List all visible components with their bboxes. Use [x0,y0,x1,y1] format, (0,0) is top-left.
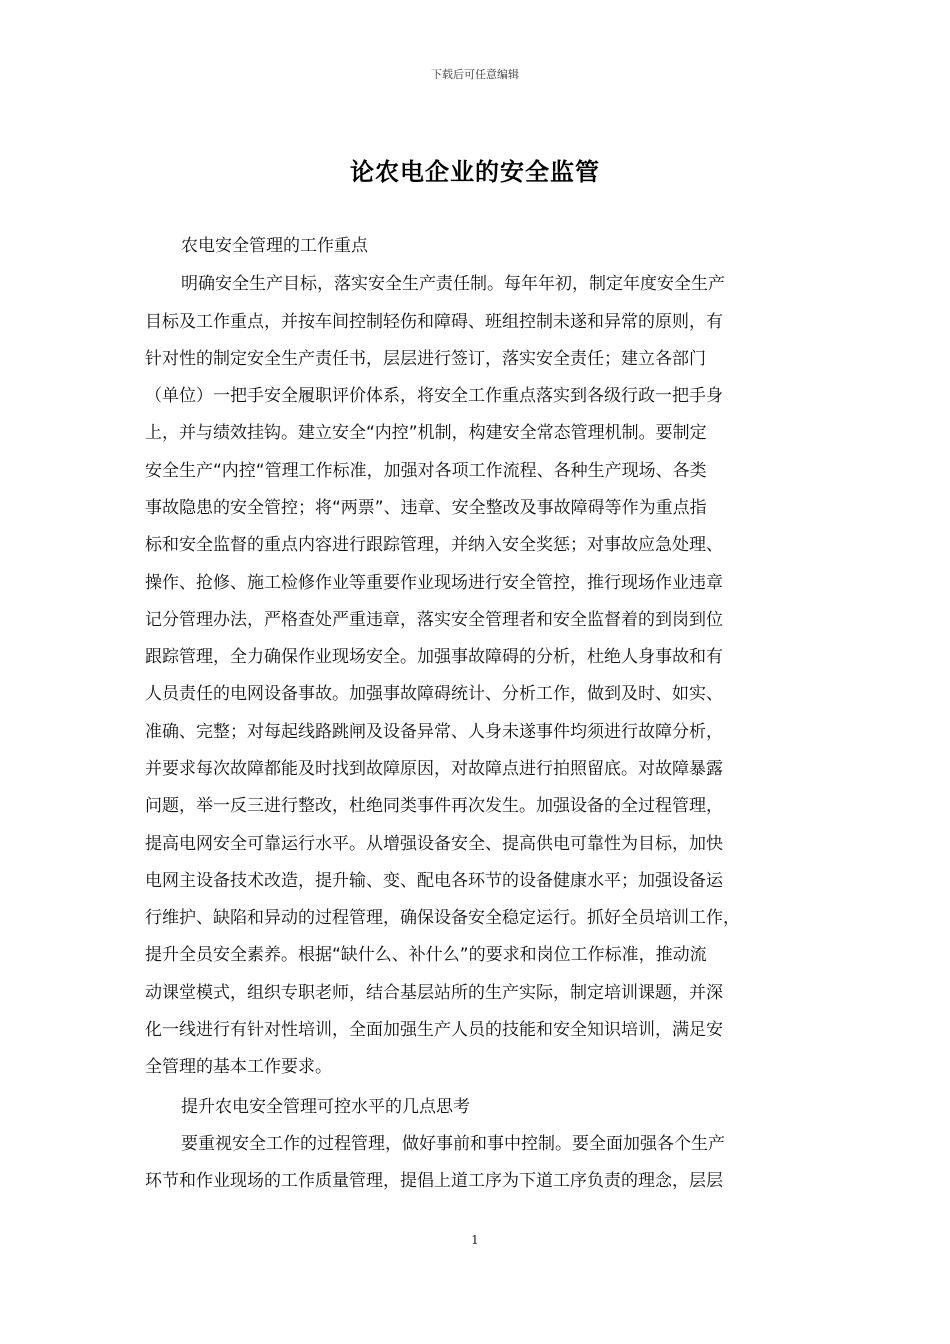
paragraph-line: 并要求每次故障都能及时找到故障原因，对故障点进行拍照留底。对故障暴露 [145,759,723,779]
paragraph-line: 电网主设备技术改造，提升输、变、配电各环节的设备健康水平；加强设备运 [145,871,723,891]
paragraph-line: 环节和作业现场的工作质量管理，提倡上道工序为下道工序负责的理念，层层 [145,1171,723,1191]
section-heading: 提升农电安全管理可控水平的几点思考 [181,1097,470,1117]
paragraph-line: 人员责任的电网设备事故。加强事故障碍统计、分析工作，做到及时、如实、 [145,684,723,704]
paragraph-line: 明确安全生产目标，落实安全生产责任制。每年年初，制定年度安全生产 [181,274,725,294]
paragraph-line: 准确、完整；对每起线路跳闸及设备异常、人身未遂事件均须进行故障分析， [145,722,723,742]
paragraph-line: 要重视安全工作的过程管理，做好事前和事中控制。要全面加强各个生产 [181,1134,725,1154]
paragraph-line: 行维护、缺陷和异动的过程管理，确保设备安全稳定运行。抓好全员培训工作， [145,908,740,928]
paragraph-line: 事故隐患的安全管控；将“两票”、违章、安全整改及事故障碍等作为重点指 [145,498,707,518]
paragraph-line: 动课堂模式，组织专职老师，结合基层站所的生产实际，制定培训课题，并深 [145,983,723,1003]
paragraph-line: 目标及工作重点，并按车间控制轻伤和障碍、班组控制未遂和异常的原则，有 [145,312,723,332]
paragraph-line: 提高电网安全可靠运行水平。从增强设备安全、提高供电可靠性为目标，加快 [145,834,723,854]
paragraph-line: 跟踪管理，全力确保作业现场安全。加强事故障碍的分析，杜绝人身事故和有 [145,647,723,667]
paragraph-line: 安全生产“内控“管理工作标准，加强对各项工作流程、各种生产现场、各类 [145,461,707,481]
document-title: 论农电企业的安全监管 [350,158,600,186]
paragraph-line: （单位）一把手安全履职评价体系，将安全工作重点落实到各级行政一把手身 [145,386,723,406]
paragraph-line: 全管理的基本工作要求。 [145,1057,332,1077]
page-number: 1 [471,1233,479,1247]
paragraph-line: 记分管理办法，严格查处严重违章，落实安全管理者和安全监督着的到岗到位 [145,610,723,630]
paragraph-line: 问题，举一反三进行整改，杜绝同类事件再次发生。加强设备的全过程管理， [145,796,723,816]
paragraph-line: 上，并与绩效挂钩。建立安全“内控”机制，构建安全常态管理机制。要制定 [145,423,707,443]
paragraph-line: 操作、抢修、施工检修作业等重要作业现场进行安全管控，推行现场作业违章 [145,573,723,593]
section-heading: 农电安全管理的工作重点 [181,236,368,256]
page-header: 下载后可任意编辑 [431,68,519,81]
paragraph-line: 提升全员安全素养。根据“缺什么、补什么”的要求和岗位工作标准，推动流 [145,945,707,965]
paragraph-line: 化一线进行有针对性培训，全面加强生产人员的技能和安全知识培训，满足安 [145,1020,723,1040]
paragraph-line: 针对性的制定安全生产责任书，层层进行签订，落实安全责任；建立各部门 [145,349,706,369]
paragraph-line: 标和安全监督的重点内容进行跟踪管理，并纳入安全奖惩；对事故应急处理、 [145,535,723,555]
